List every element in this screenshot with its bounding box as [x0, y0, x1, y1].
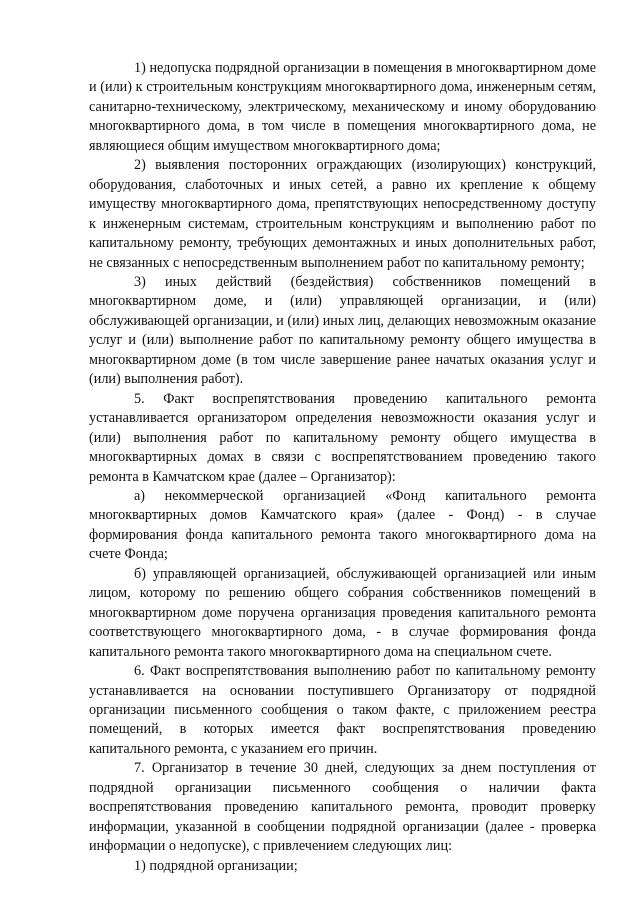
paragraph-item-3-inye-deystviya: 3) иных действий (бездействия) собственников помещений в многоквартирном доме, и (или) управляющей организации, и (или) обслуживающей организации, и (или) иных лиц, делающих невозможным оказание услуг и (или) выполнение работ по капитальному ремонту общего имущества в многоквартирном доме (в том числе завершение ранее начатых оказания услуг и (или) выполнения работ). [89, 273, 596, 388]
paragraph-item-1-nedopusk: 1) недопуска подрядной организации в помещения в многоквартирном доме и (или) к строительным конструкциям многоквартирного дома, инженерным сетям, санитарно-техническому, электрическому, механическому и иному оборудованию многоквартирного дома, в том числе в помещения многоквартирного дома, не являющиеся общим имуществом многоквартирного дома; [89, 60, 596, 154]
paragraph-section-5: 5. Факт воспрепятствования проведению капитального ремонта устанавливается организатором определения невозможности оказания услуг и (или) выполнения работ по капитальному ремонту общего имущества в многоквартирных домах в связи с воспрепятствованием проведению такого ремонта в Камчатском крае (далее – Организатор): [89, 390, 596, 485]
paragraph-item-b-upravlyayushchaya: б) управляющей организацией, обслуживающей организацией или иным лицом, которому по решению общего собрания собственников помещений в многоквартирном доме поручена организация проведения капитального ремонта соответствующего многоквартирного дома, - в случае формирования фонда капитального ремонта такого многоквартирного дома на специальном счете. [89, 565, 596, 660]
paragraph-item-2-ograzhdayushchie: 2) выявления посторонних ограждающих (изолирующих) конструкций, оборудования, слаботочных и иных сетей, а равно их крепление к общему имуществу многоквартирного дома, препятствующих непосредственному доступу к инженерным системам, строительным конструкциям и выполнению работ по капитальному ремонту, требующих демонтажных и иных дополнительных работ, не связанных с непосредственным выполнением работ по капитальному ремонту; [89, 157, 596, 271]
paragraph-section-6: 6. Факт воспрепятствования выполнению работ по капитальному ремонту устанавливается на основании поступившего Организатору от подрядной организации письменного сообщения о таком факте, с приложением реестра помещений, в которых имеется факт воспрепятствования проведению капитального ремонта, с указанием его причин. [89, 663, 596, 757]
document-page [89, 59, 596, 876]
paragraph-section-7: 7. Организатор в течение 30 дней, следующих за днем поступления от подрядной организации письменного сообщения о наличии факта воспрепятствования проведению капитального ремонта, проводит проверку информации, указанной в сообщении подрядной организации (далее - проверка информации о недопуске), с привлечением следующих лиц: [89, 760, 596, 855]
paragraph-item-1-podryadnaya: 1) подрядной организации; [134, 857, 298, 874]
paragraph-item-a-fond: а) некоммерческой организацией «Фонд капитального ремонта многоквартирных домов Камчатского края» (далее - Фонд) - в случае формирования фонда капитального ремонта такого многоквартирного дома на счете Фонда; [89, 487, 596, 563]
